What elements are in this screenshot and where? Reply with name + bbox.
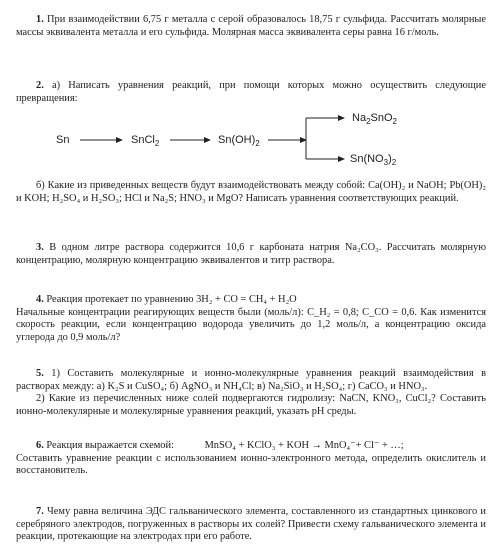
task-6 (16, 440, 486, 478)
task-1-text: При взаимодействии 6,75 г металла с серой образовалось 18,75 г сульфида. Рассчитать молярные массы эквивалента металла и его сульфида. Молярная масса эквивалента серы равна 16 г/моль. (16, 14, 486, 38)
task-2-part-b: б) Какие из приведенных веществ будут взаимодействовать между собой: Ca(OH)₂ и NaOH; Pb(OH)₂ и KOH; H₂SO₄ и H₂SO₃; HCl и Na₂S; HNO₃ и MgO? Написать уравнения соответствующих реакций. (16, 180, 486, 204)
task-7 (16, 506, 486, 544)
task-4-line-1 (16, 294, 486, 307)
scheme-na2sno2: $Na_2SnO_2$ (352, 112, 397, 126)
scheme-sn: Sn (56, 134, 70, 146)
task-6-lead: Реакция выражается схемой: (46, 440, 174, 451)
task-4 (16, 294, 486, 344)
task-6-text: Составить уравнение реакции с использованием ионно-электронного метода, определить окислитель и восстановитель. (16, 452, 486, 477)
task-5 (16, 368, 486, 418)
task-2-part-a-text: а) Написать уравнения реакций, при помощи которых можно осуществить следующие превращения: (16, 80, 486, 104)
task-6-scheme: MnSO₄ + KClO₃ + KOH → MnO₄⁻+ Cl⁻ + …; (204, 440, 404, 451)
task-6-number: 6. (36, 440, 44, 451)
task-4-number: 4. (36, 294, 44, 305)
task-4-line-2: Начальные концентрации реагирующих веществ были (моль/л): C_H₂ = 0,8; C_CO = 0,6. Как изменится скорость реакции, если концентрацию водорода увеличить до 1,2 моль/л, а концентрацию оксида углерода до 0,9 моль/л? (16, 306, 486, 343)
task-5-part-1 (16, 368, 486, 393)
scheme-sncl2: SnCl$_2$ (131, 134, 160, 148)
task-4-equation: Реакция протекает по уравнению 3H₂ + CO = CH₄ + H₂O (46, 294, 297, 305)
task-6-lead-line (16, 440, 486, 453)
transformation-scheme (0, 96, 498, 178)
scheme-snno32: $Sn(NO_3)_2$ (350, 153, 397, 167)
task-1-number: 1. (36, 14, 44, 25)
task-2-number: 2. (36, 80, 44, 91)
task-3-text: В одном литре раствора содержится 10,6 г карбоната натрия Na₂CO₃. Рассчитать молярную концентрацию, молярную концентрацию эквивалентов и титр раствора. (16, 242, 486, 266)
task-3 (16, 242, 486, 267)
task-5-part-1-text: 1) Составить молекулярные и ионно-молекулярные уравнения реакций взаимодействия в растворах между: а) K₂S и CuSO₄; б) AgNO₃ и NH₄Cl; в) Na₂SiO₃ и H₂SO₄; г) CaCO₃ и HNO₃. (16, 368, 486, 392)
task-5-number: 5. (36, 368, 44, 379)
task-1 (16, 14, 486, 39)
scheme-snoh2: $Sn(OH)_2$ (218, 134, 260, 148)
task-7-text: Чему равна величина ЭДС гальванического элемента, составленного из стандартных цинкового и серебряного электродов, погруженных в растворы их солей? Привести схему гальванического элемента и реакции, протекающие на электродах при его работе. (16, 506, 486, 543)
task-7-number: 7. (36, 506, 44, 517)
task-3-number: 3. (36, 242, 44, 253)
task-5-part-2: 2) Какие из перечисленных ниже солей подвергаются гидролизу: NaCN, KNO₃, CuCl₂? Составить ионно-молекулярные и молекулярные уравнения реакций, указать pH среды. (16, 393, 486, 417)
